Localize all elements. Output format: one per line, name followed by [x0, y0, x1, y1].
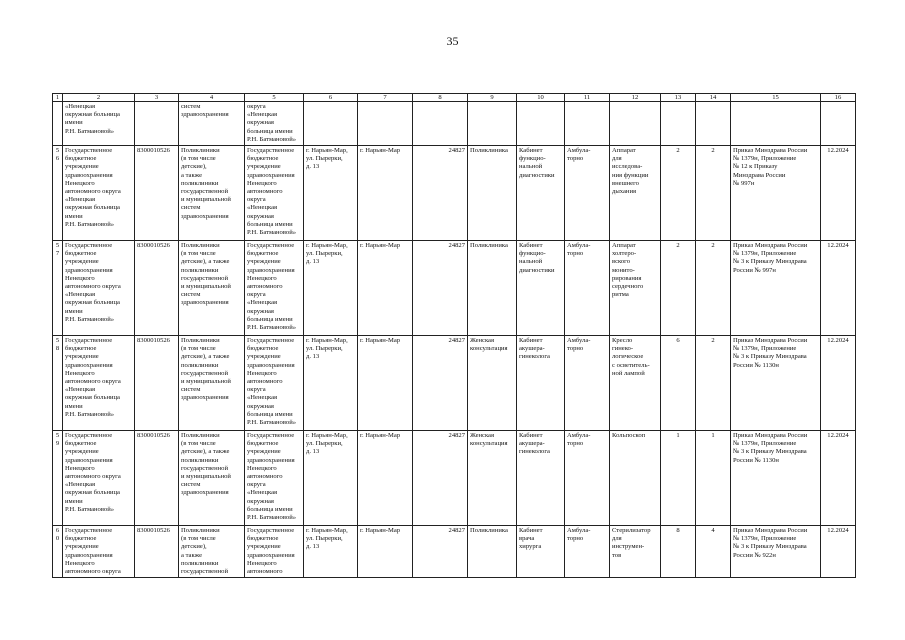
cell-order: Приказ Минздрава России № 1379н, Приложение № 3 к Приказу Минздрава России № 1130н — [731, 431, 821, 526]
cell-num — [53, 102, 63, 146]
cell-order: Приказ Минздрава России № 1379н, Приложение № 3 к Приказу Минздрава России № 997н — [731, 241, 821, 336]
cell-qty-fact: 2 — [696, 336, 731, 431]
table-row — [53, 102, 856, 146]
cell-oktmo — [413, 102, 468, 146]
cell-inn: 8300010526 — [135, 526, 179, 578]
cell-name: Государственное бюджетное учреждение здравоохранения Ненецкого автономного — [245, 526, 304, 578]
cell-mode: Амбула- торно — [565, 241, 610, 336]
cell-qty-req: 2 — [661, 146, 696, 241]
cell-type: Поликлиники (в том числе детские), а также поликлиники государственной — [179, 526, 245, 578]
cell-num: 57 — [53, 241, 63, 336]
cell-oktmo: 24827 — [413, 241, 468, 336]
header-cell: 8 — [413, 94, 468, 102]
header-cell: 4 — [179, 94, 245, 102]
cell-unit: Поликлиника — [468, 526, 517, 578]
cell-type: систем здравоохранения — [179, 102, 245, 146]
header-cell: 2 — [63, 94, 135, 102]
cell-oktmo: 24827 — [413, 526, 468, 578]
cell-inn: 8300010526 — [135, 336, 179, 431]
table-row — [53, 146, 856, 241]
cell-date: 12.2024 — [821, 146, 856, 241]
cell-inn: 8300010526 — [135, 241, 179, 336]
cell-equipment — [610, 102, 661, 146]
cell-unit: Женская консультация — [468, 431, 517, 526]
header-cell: 14 — [696, 94, 731, 102]
cell-equipment: Аппарат холтеро- вского монито- рирования сердечного ритма — [610, 241, 661, 336]
cell-qty-fact: 1 — [696, 431, 731, 526]
header-cell: 12 — [610, 94, 661, 102]
cell-room: Кабинет врача хирурга — [517, 526, 565, 578]
header-cell: 11 — [565, 94, 610, 102]
header-cell: 16 — [821, 94, 856, 102]
cell-equipment: Кресло гинеко- логическое с осветитель- ной лампой — [610, 336, 661, 431]
cell-qty-req — [661, 102, 696, 146]
cell-mode — [565, 102, 610, 146]
cell-qty-req: 2 — [661, 241, 696, 336]
cell-oktmo: 24827 — [413, 146, 468, 241]
cell-inn: 8300010526 — [135, 146, 179, 241]
page-number: 35 — [446, 34, 459, 48]
cell-mode: Амбула- торно — [565, 526, 610, 578]
cell-equipment: Кольпоскоп — [610, 431, 661, 526]
cell-order: Приказ Минздрава России № 1379н, Приложение № 12 к Приказу Минздрава России № 997н — [731, 146, 821, 241]
table-row — [53, 431, 856, 526]
header-cell: 15 — [731, 94, 821, 102]
cell-address: г. Нарьян-Мар, ул. Пырерки, д. 13 — [304, 146, 358, 241]
header-cell: 9 — [468, 94, 517, 102]
cell-mode: Амбула- торно — [565, 146, 610, 241]
header-row — [53, 94, 856, 102]
cell-address — [304, 102, 358, 146]
cell-name: Государственное бюджетное учреждение здравоохранения Ненецкого автономного округа «Ненецкая окружная больница имени Р.Н. Батмановой» — [245, 146, 304, 241]
cell-unit — [468, 102, 517, 146]
cell-unit: Поликлиника — [468, 241, 517, 336]
cell-address: г. Нарьян-Мар, ул. Пырерки, д. 13 — [304, 526, 358, 578]
cell-city: г. Нарьян-Мар — [358, 146, 413, 241]
cell-date: 12.2024 — [821, 336, 856, 431]
cell-type: Поликлиники (в том числе детские), а также поликлиники государственной и муниципальной систем здравоохранения — [179, 431, 245, 526]
cell-qty-fact: 2 — [696, 146, 731, 241]
cell-org: «Ненецкая окружная больница имени Р.Н. Батмановой» — [63, 102, 135, 146]
cell-order: Приказ Минздрава России № 1379н, Приложение № 3 к Приказу Минздрава России № 922н — [731, 526, 821, 578]
cell-room: Кабинет акушера- гинеколога — [517, 431, 565, 526]
cell-order: Приказ Минздрава России № 1379н, Приложение № 3 к Приказу Минздрава России № 1130н — [731, 336, 821, 431]
cell-oktmo: 24827 — [413, 431, 468, 526]
header-cell: 5 — [245, 94, 304, 102]
cell-type: Поликлиники (в том числе детские), а также поликлиники государственной и муниципальной систем здравоохранения — [179, 336, 245, 431]
cell-qty-req: 6 — [661, 336, 696, 431]
header-cell: 10 — [517, 94, 565, 102]
cell-org: Государственное бюджетное учреждение здравоохранения Ненецкого автономного округа «Ненецкая окружная больница имени Р.Н. Батмановой» — [63, 241, 135, 336]
cell-date: 12.2024 — [821, 431, 856, 526]
cell-date: 12.2024 — [821, 241, 856, 336]
cell-type: Поликлиники (в том числе детские), а также поликлиники государственной и муниципальной систем здравоохранения — [179, 146, 245, 241]
cell-num: 59 — [53, 431, 63, 526]
cell-unit: Женская консультация — [468, 336, 517, 431]
header-cell: 6 — [304, 94, 358, 102]
cell-qty-fact — [696, 102, 731, 146]
cell-type: Поликлиники (в том числе детские), а также поликлиники государственной и муниципальной систем здравоохранения — [179, 241, 245, 336]
cell-equipment: Аппарат для исследова- ния функции внешнего дыхания — [610, 146, 661, 241]
header-cell: 13 — [661, 94, 696, 102]
cell-inn — [135, 102, 179, 146]
cell-qty-fact: 4 — [696, 526, 731, 578]
cell-room: Кабинет функцио- нальной диагностики — [517, 146, 565, 241]
header-cell: 1 — [53, 94, 63, 102]
cell-unit: Поликлиника — [468, 146, 517, 241]
cell-city: г. Нарьян-Мар — [358, 336, 413, 431]
header-cell: 3 — [135, 94, 179, 102]
cell-city: г. Нарьян-Мар — [358, 241, 413, 336]
table-row — [53, 336, 856, 431]
cell-room: Кабинет акушера- гинеколога — [517, 336, 565, 431]
cell-num: 60 — [53, 526, 63, 578]
cell-equipment: Стерилизатор для инструмен- тов — [610, 526, 661, 578]
cell-address: г. Нарьян-Мар, ул. Пырерки, д. 13 — [304, 431, 358, 526]
cell-room — [517, 102, 565, 146]
cell-name: Государственное бюджетное учреждение здравоохранения Ненецкого автономного округа «Ненецкая окружная больница имени Р.Н. Батмановой» — [245, 431, 304, 526]
table-row — [53, 241, 856, 336]
cell-date — [821, 102, 856, 146]
equipment-table — [52, 93, 856, 578]
table-row — [53, 526, 856, 578]
cell-city: г. Нарьян-Мар — [358, 431, 413, 526]
cell-org: Государственное бюджетное учреждение здравоохранения Ненецкого автономного округа — [63, 526, 135, 578]
cell-org: Государственное бюджетное учреждение здравоохранения Ненецкого автономного округа «Ненецкая окружная больница имени Р.Н. Батмановой» — [63, 336, 135, 431]
cell-city: г. Нарьян-Мар — [358, 526, 413, 578]
cell-org: Государственное бюджетное учреждение здравоохранения Ненецкого автономного округа «Ненецкая окружная больница имени Р.Н. Батмановой» — [63, 431, 135, 526]
cell-name: Государственное бюджетное учреждение здравоохранения Ненецкого автономного округа «Ненецкая окружная больница имени Р.Н. Батмановой» — [245, 241, 304, 336]
cell-city — [358, 102, 413, 146]
cell-room: Кабинет функцио- нальной диагностики — [517, 241, 565, 336]
cell-address: г. Нарьян-Мар, ул. Пырерки, д. 13 — [304, 336, 358, 431]
cell-oktmo: 24827 — [413, 336, 468, 431]
cell-qty-req: 8 — [661, 526, 696, 578]
cell-qty-fact: 2 — [696, 241, 731, 336]
cell-order — [731, 102, 821, 146]
cell-name: округа «Ненецкая окружная больница имени Р.Н. Батмановой» — [245, 102, 304, 146]
cell-num: 58 — [53, 336, 63, 431]
cell-mode: Амбула- торно — [565, 336, 610, 431]
cell-org: Государственное бюджетное учреждение здравоохранения Ненецкого автономного округа «Ненецкая окружная больница имени Р.Н. Батмановой» — [63, 146, 135, 241]
cell-qty-req: 1 — [661, 431, 696, 526]
cell-name: Государственное бюджетное учреждение здравоохранения Ненецкого автономного округа «Ненецкая окружная больница имени Р.Н. Батмановой» — [245, 336, 304, 431]
cell-date: 12.2024 — [821, 526, 856, 578]
header-cell: 7 — [358, 94, 413, 102]
cell-address: г. Нарьян-Мар, ул. Пырерки, д. 13 — [304, 241, 358, 336]
cell-num: 56 — [53, 146, 63, 241]
cell-mode: Амбула- торно — [565, 431, 610, 526]
cell-inn: 8300010526 — [135, 431, 179, 526]
